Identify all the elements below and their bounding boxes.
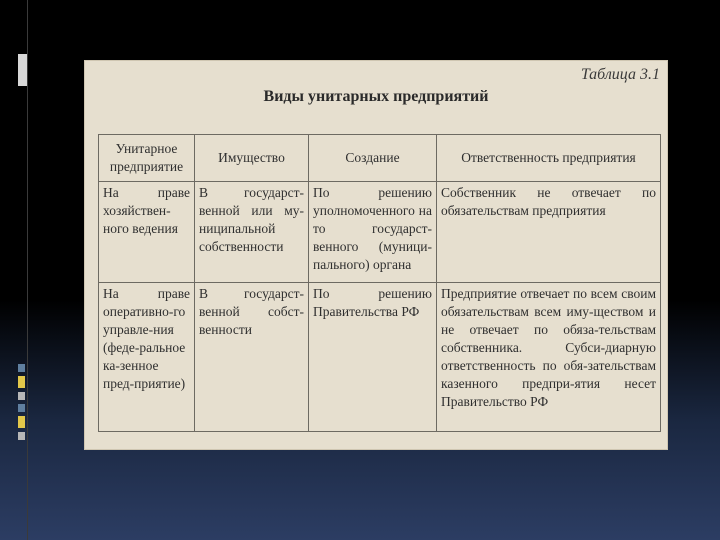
decor-block-yellow — [18, 416, 25, 428]
header-cell: Ответственность предприятия — [437, 135, 661, 182]
header-cell: Унитарное предприятие — [99, 135, 195, 182]
table-cell: В государст-венной или му-ниципальной собственности — [195, 182, 309, 283]
table-cell: По решению уполномоченного на то государст-венного (муници-пального) органа — [309, 182, 437, 283]
left-divider-line — [27, 0, 28, 540]
table-cell: В государст-венной собст-венности — [195, 283, 309, 432]
table-number: Таблица 3.1 — [580, 66, 660, 83]
table-cell: На праве хозяйствен-ного ведения — [99, 182, 195, 283]
enterprise-types-table — [98, 134, 661, 432]
header-cell: Создание — [309, 135, 437, 182]
table-cell: Предприятие отвечает по всем своим обязательствам всем иму-ществом и не отвечает по обяза-тельствам собственника. Субси-диарную ответственность по обя-зательствам казенного предпри-ятия несет Правительство РФ — [437, 283, 661, 432]
left-accent-bar — [18, 54, 27, 86]
table-cell: По решению Правительства РФ — [309, 283, 437, 432]
header-cell: Имущество — [195, 135, 309, 182]
table-cell: На праве оперативно-го управле-ния (феде-ральное ка-зенное пред-приятие) — [99, 283, 195, 432]
scanned-table-image — [84, 60, 668, 450]
table-header-row — [99, 135, 661, 182]
decor-block-yellow — [18, 376, 25, 388]
table-row — [99, 283, 661, 432]
table-title: Виды унитарных предприятий — [263, 88, 489, 105]
table-cell: Собственник не отвечает по обязательствам предприятия — [437, 182, 661, 283]
decor-block-blue — [18, 404, 25, 412]
decor-block-gray — [18, 392, 25, 400]
decor-block-blue — [18, 364, 25, 372]
table-row — [99, 182, 661, 283]
decor-block-gray — [18, 432, 25, 440]
